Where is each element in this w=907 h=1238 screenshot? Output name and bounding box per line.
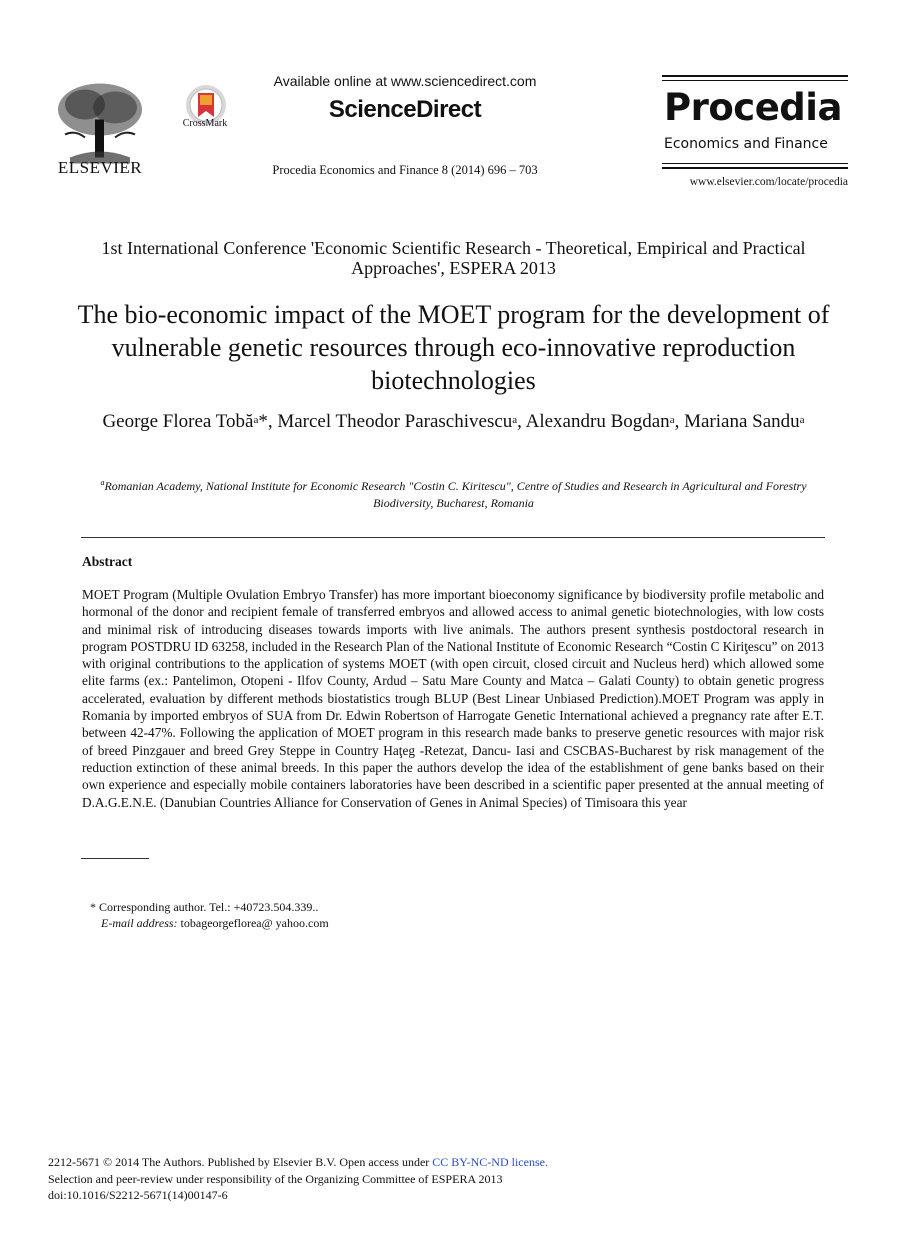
author-affil-marker: a	[799, 414, 805, 426]
affiliation	[80, 474, 827, 512]
corresponding-marker: *	[258, 411, 268, 432]
procedia-url[interactable]: www.elsevier.com/locate/procedia	[689, 176, 848, 188]
doi-line[interactable]: doi:10.1016/S2212-5671(14)00147-6	[48, 1188, 228, 1202]
author-separator: ,	[267, 411, 278, 432]
procedia-rule	[662, 167, 848, 169]
email-address[interactable]: tobageorgeflorea@ yahoo.com	[180, 916, 329, 930]
copyright-text: 2212-5671 © 2014 The Authors. Published by Elsevier B.V. Open access under	[48, 1155, 433, 1169]
procedia-rule	[662, 80, 848, 81]
footnote-divider	[81, 858, 149, 859]
author-affil-marker: a	[669, 414, 675, 426]
conference-name: 1st International Conference 'Economic Scientific Research - Theoretical, Empirical and Practical Approaches', ESPERA 2013	[101, 238, 806, 278]
crossmark-label: CrossMark	[182, 118, 228, 129]
copyright-line	[48, 1155, 548, 1170]
author-name: Marcel Theodor Paraschivescu	[277, 411, 513, 432]
author-separator: ,	[517, 411, 526, 432]
corresponding-author-note: * Corresponding author. Tel.: +40723.504.339..	[90, 900, 319, 914]
paper-title: The bio-economic impact of the MOET program for the development of vulnerable genetic resources through eco-innovative reproduction biotechnologies	[77, 300, 830, 395]
author-separator: ,	[674, 411, 685, 432]
author-name: George Florea Tobă	[102, 411, 254, 432]
procedia-subtitle: Economics and Finance	[664, 136, 828, 152]
section-divider	[81, 537, 825, 538]
license-link[interactable]: CC BY-NC-ND license.	[432, 1155, 548, 1169]
affiliation-marker: a	[100, 478, 105, 487]
email-label: E-mail address:	[101, 916, 178, 930]
publisher-name: ELSEVIER	[57, 158, 143, 177]
author-list	[60, 410, 847, 434]
procedia-logo: Procedia	[664, 86, 842, 129]
email-note	[101, 916, 329, 931]
abstract-body: MOET Program (Multiple Ovulation Embryo Transfer) has more important bioeconomy significance by biodiversity profile metabolic and hormonal of the donor and recipient female of transferred embryos and allowed access to animal genetic biotechnologies, with low costs and minimal risk of introducing diseases towards imports with live animals. The authors present synthesis postdoctoral research in program POSTDRU ID 63258, included in the Research Plan of the National Institute of Economic Research “Costin C Kiriţescu” on 2013 with original contributions to the application of systems MOET (with open circuit, closed circuit and Nucleus herd) which allowed some elite farms (ex.: Pantelimon, Otopeni - Ilfov County, Ardud – Satu Mare County and Matca – Galati County) to obtain genetic progress accelerated, evaluation by different methods biostatistics trough BLUP (Best Linear Unbiased Prediction).MOET Program was apply in Romania by imported embryos of SUA from Dr. Edwin Robertson of Harrogate Genetic International achieved a pregnancy rate after E.T. between 42-47%. Following the application of MOET program in this research made banks to preserve genetic resources with major risk of breed Pinzgauer and breed Grey Steppe in Country Haţeg -Retezat, Dancu- Iasi and CSCBAS-Bucharest by risk management of the reduction extinction of these animal breeds. In this paper the authors develop the idea of the establishment of gene banks based on their own experience and especially mobile containers laboratories have been described in a scientific paper presented at the annual meeting of D.A.G.E.N.E. (Danubian Countries Alliance for Conservation of Genes in Animal Species) of Timisoara this year	[82, 587, 824, 810]
peer-review-line: Selection and peer-review under responsibility of the Organizing Committee of ESPERA 2013	[48, 1172, 503, 1186]
author-affil-marker: a	[512, 414, 518, 426]
affiliation-text: Romanian Academy, National Institute for Economic Research "Costin C. Kiritescu", Centre of Studies and Research in Agricultural and Forestry Biodiversity, Bucharest, Romania	[104, 479, 807, 510]
procedia-rule	[662, 163, 848, 164]
journal-reference: Procedia Economics and Finance 8 (2014) 696 – 703	[272, 163, 538, 177]
procedia-rule	[662, 75, 848, 77]
available-online-text: Available online at www.sciencedirect.com	[273, 73, 537, 89]
abstract-heading: Abstract	[82, 554, 133, 569]
author-name: Alexandru Bogdan	[525, 411, 670, 432]
author-name: Mariana Sandu	[684, 411, 800, 432]
author-affil-marker: a	[253, 414, 259, 426]
sciencedirect-logo: ScienceDirect	[328, 96, 482, 123]
